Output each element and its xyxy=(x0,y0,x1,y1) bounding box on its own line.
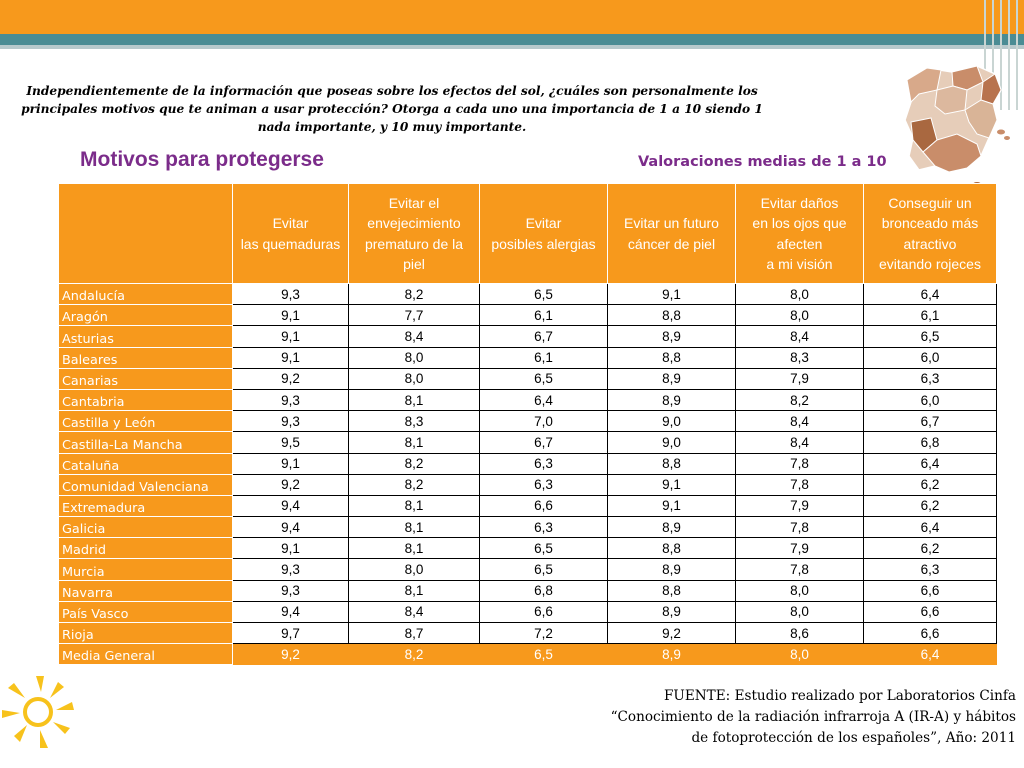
table-row xyxy=(59,580,997,601)
rating-cell: 7,0 xyxy=(480,411,608,432)
rating-cell: 8,6 xyxy=(736,623,864,644)
rating-cell: 8,9 xyxy=(608,601,736,622)
page-subtitle: Valoraciones medias de 1 a 10 xyxy=(638,154,887,170)
column-header: Evitar posibles alergias xyxy=(480,184,608,284)
rating-cell: 8,4 xyxy=(349,601,480,622)
rating-cell: 7,8 xyxy=(736,474,864,495)
region-name: Andalucía xyxy=(59,284,233,305)
rating-cell: 8,0 xyxy=(349,347,480,368)
source-line: “Conocimiento de la radiación infrarroja A (IR-A) y hábitos xyxy=(610,709,1016,725)
rating-cell: 9,1 xyxy=(233,305,349,326)
rating-cell: 8,4 xyxy=(736,326,864,347)
region-name: Asturias xyxy=(59,326,233,347)
rating-cell: 9,1 xyxy=(233,347,349,368)
rating-cell: 9,3 xyxy=(233,389,349,410)
rating-cell: 9,1 xyxy=(608,495,736,516)
rating-cell: 8,0 xyxy=(349,368,480,389)
rating-cell: 8,0 xyxy=(736,644,864,665)
rating-cell: 8,0 xyxy=(349,559,480,580)
rating-cell: 9,4 xyxy=(233,495,349,516)
rating-cell: 8,2 xyxy=(349,453,480,474)
rating-cell: 8,8 xyxy=(608,538,736,559)
column-header: Evitar las quemaduras xyxy=(233,184,349,284)
spain-map-icon xyxy=(897,60,1011,192)
rating-cell: 6,3 xyxy=(480,474,608,495)
rating-cell: 8,2 xyxy=(349,474,480,495)
table-row xyxy=(59,411,997,432)
rating-cell: 9,1 xyxy=(233,326,349,347)
rating-cell: 6,1 xyxy=(480,347,608,368)
rating-cell: 9,2 xyxy=(608,623,736,644)
rating-cell: 6,5 xyxy=(480,368,608,389)
table-row xyxy=(59,517,997,538)
rating-cell: 8,2 xyxy=(736,389,864,410)
rating-cell: 9,2 xyxy=(233,368,349,389)
table-row xyxy=(59,432,997,453)
rating-cell: 8,1 xyxy=(349,389,480,410)
rating-cell: 6,3 xyxy=(864,559,997,580)
header-orange-band xyxy=(0,0,1024,34)
rating-cell: 9,1 xyxy=(233,453,349,474)
rating-cell: 8,2 xyxy=(349,284,480,305)
rating-cell: 7,9 xyxy=(736,538,864,559)
region-name: Madrid xyxy=(59,538,233,559)
rating-cell: 6,2 xyxy=(864,495,997,516)
table-row xyxy=(59,284,997,305)
rating-cell: 8,0 xyxy=(736,284,864,305)
rating-cell: 8,3 xyxy=(349,411,480,432)
rating-cell: 6,3 xyxy=(480,453,608,474)
rating-cell: 6,6 xyxy=(864,580,997,601)
region-name: Castilla y León xyxy=(59,411,233,432)
rating-cell: 8,7 xyxy=(349,623,480,644)
rating-cell: 6,6 xyxy=(480,495,608,516)
table-row xyxy=(59,623,997,644)
rating-cell: 9,1 xyxy=(608,284,736,305)
page-title: Motivos para protegerse xyxy=(80,148,324,171)
column-header: Evitar daños en los ojos que afecten a mi visión xyxy=(736,184,864,284)
rating-cell: 9,0 xyxy=(608,411,736,432)
rating-cell: 6,4 xyxy=(864,517,997,538)
rating-cell: 7,9 xyxy=(736,368,864,389)
rating-cell: 8,9 xyxy=(608,389,736,410)
table-row xyxy=(59,453,997,474)
rating-cell: 6,7 xyxy=(480,326,608,347)
rating-cell: 8,9 xyxy=(608,368,736,389)
rating-cell: 6,5 xyxy=(480,559,608,580)
region-name: Murcia xyxy=(59,559,233,580)
header-row xyxy=(59,184,997,284)
rating-cell: 9,4 xyxy=(233,517,349,538)
table-row xyxy=(59,495,997,516)
rating-cell: 8,8 xyxy=(608,580,736,601)
rating-cell: 8,2 xyxy=(349,644,480,665)
rating-cell: 6,6 xyxy=(480,601,608,622)
table-row xyxy=(59,474,997,495)
rating-cell: 7,9 xyxy=(736,495,864,516)
rating-cell: 6,2 xyxy=(864,474,997,495)
column-header: Evitar el envejecimiento prematuro de la piel xyxy=(349,184,480,284)
rating-cell: 6,5 xyxy=(480,284,608,305)
region-name: Navarra xyxy=(59,580,233,601)
rating-cell: 9,2 xyxy=(233,644,349,665)
rating-cell: 6,5 xyxy=(864,326,997,347)
rating-cell: 6,8 xyxy=(480,580,608,601)
rating-cell: 7,7 xyxy=(349,305,480,326)
ratings-table xyxy=(58,183,997,665)
rating-cell: 8,4 xyxy=(736,411,864,432)
rating-cell: 6,3 xyxy=(480,517,608,538)
source-line: de fotoprotección de los españoles”, Año: 2011 xyxy=(691,730,1016,746)
rating-cell: 6,6 xyxy=(864,601,997,622)
rating-cell: 6,3 xyxy=(864,368,997,389)
rating-cell: 8,9 xyxy=(608,517,736,538)
rating-cell: 8,1 xyxy=(349,538,480,559)
rating-cell: 8,1 xyxy=(349,432,480,453)
region-name: Cataluña xyxy=(59,453,233,474)
rating-cell: 6,4 xyxy=(864,453,997,474)
rating-cell: 9,1 xyxy=(233,538,349,559)
rating-cell: 8,1 xyxy=(349,517,480,538)
region-name: Aragón xyxy=(59,305,233,326)
rating-cell: 8,8 xyxy=(608,305,736,326)
rating-cell: 9,3 xyxy=(233,411,349,432)
rating-cell: 7,8 xyxy=(736,559,864,580)
region-name: Galicia xyxy=(59,517,233,538)
rating-cell: 8,1 xyxy=(349,580,480,601)
rating-cell: 8,9 xyxy=(608,326,736,347)
rating-cell: 8,4 xyxy=(349,326,480,347)
column-header: Conseguir un bronceado más atractivo evitando rojeces xyxy=(864,184,997,284)
rating-cell: 6,5 xyxy=(480,644,608,665)
average-row xyxy=(59,644,997,665)
table-row xyxy=(59,559,997,580)
rating-cell: 6,1 xyxy=(864,305,997,326)
rating-cell: 6,4 xyxy=(864,644,997,665)
rating-cell: 9,0 xyxy=(608,432,736,453)
header-teal-band xyxy=(0,34,1024,45)
rating-cell: 9,4 xyxy=(233,601,349,622)
column-header: Evitar un futuro cáncer de piel xyxy=(608,184,736,284)
rating-cell: 9,3 xyxy=(233,559,349,580)
rating-cell: 7,8 xyxy=(736,453,864,474)
rating-cell: 7,2 xyxy=(480,623,608,644)
sun-icon xyxy=(0,672,80,752)
rating-cell: 6,7 xyxy=(480,432,608,453)
region-name: Rioja xyxy=(59,623,233,644)
rating-cell: 9,3 xyxy=(233,284,349,305)
rating-cell: 8,8 xyxy=(608,347,736,368)
region-name: Cantabria xyxy=(59,389,233,410)
rating-cell: 6,7 xyxy=(864,411,997,432)
rating-cell: 6,4 xyxy=(864,284,997,305)
table-row xyxy=(59,326,997,347)
rating-cell: 6,8 xyxy=(864,432,997,453)
rating-cell: 6,1 xyxy=(480,305,608,326)
rating-cell: 8,9 xyxy=(608,559,736,580)
corner-cell xyxy=(59,184,233,284)
rating-cell: 8,1 xyxy=(349,495,480,516)
rating-cell: 6,0 xyxy=(864,347,997,368)
rating-cell: 6,5 xyxy=(480,538,608,559)
table-row xyxy=(59,601,997,622)
rating-cell: 8,0 xyxy=(736,601,864,622)
header-grey-band xyxy=(0,45,1024,49)
rating-cell: 9,1 xyxy=(608,474,736,495)
table-row xyxy=(59,368,997,389)
rating-cell: 9,2 xyxy=(233,474,349,495)
rating-cell: 6,2 xyxy=(864,538,997,559)
rating-cell: 8,0 xyxy=(736,305,864,326)
region-name: Castilla-La Mancha xyxy=(59,432,233,453)
rating-cell: 9,7 xyxy=(233,623,349,644)
region-name: Extremadura xyxy=(59,495,233,516)
region-name: Baleares xyxy=(59,347,233,368)
rating-cell: 8,4 xyxy=(736,432,864,453)
rating-cell: 8,3 xyxy=(736,347,864,368)
rating-cell: 6,6 xyxy=(864,623,997,644)
region-name: País Vasco xyxy=(59,601,233,622)
table-row xyxy=(59,305,997,326)
rating-cell: 8,8 xyxy=(608,453,736,474)
rating-cell: 6,0 xyxy=(864,389,997,410)
rating-cell: 7,8 xyxy=(736,517,864,538)
table-row xyxy=(59,389,997,410)
rating-cell: 9,5 xyxy=(233,432,349,453)
region-name: Canarias xyxy=(59,368,233,389)
table-row xyxy=(59,538,997,559)
region-name: Media General xyxy=(59,644,233,665)
source-line: FUENTE: Estudio realizado por Laboratorios Cinfa xyxy=(663,688,1016,704)
region-name: Comunidad Valenciana xyxy=(59,474,233,495)
rating-cell: 8,0 xyxy=(736,580,864,601)
table-row xyxy=(59,347,997,368)
survey-question: Independientemente de la información que poseas sobre los efectos del sol, ¿cuáles son personalmente los principales motivos que te animan a usar protección? Otorga a cada uno una importancia de 1 a 10 siendo 1 nada importante, y 10 muy importante. xyxy=(21,84,763,134)
rating-cell: 8,9 xyxy=(608,644,736,665)
rating-cell: 6,4 xyxy=(480,389,608,410)
source-note xyxy=(496,686,1016,749)
rating-cell: 9,3 xyxy=(233,580,349,601)
